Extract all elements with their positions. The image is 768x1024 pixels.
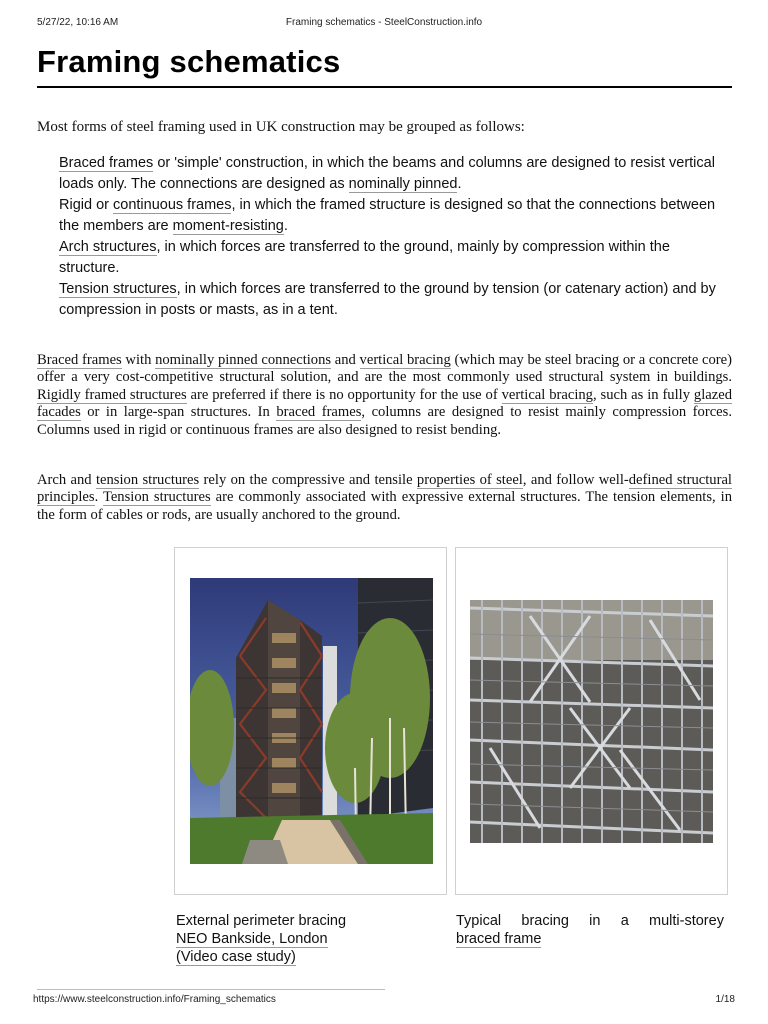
link-nominally-pinned[interactable]: nominally pinned <box>348 175 458 192</box>
list-item: Tension structures, in which forces are transferred to the ground by tension (or catenary action) and by compression in posts or masts, as in a tent. <box>59 281 716 318</box>
link-braced-frame[interactable]: braced frame <box>456 931 542 947</box>
paragraph-braced-frames: Braced frames with nominally pinned connections and vertical bracing (which may be steel bracing or a concrete core) offer a very cost-competitive structural solution, and are the most commonly used structural system in buildings. Rigidly framed structures are preferred if there is no opportunity for the use of vertical bracing, such as in fully glazed facades or in large-span structures. In braced frames, columns are designed to resist mainly compression forces. Columns used in rigid or continuous frames are also designed to resist bending. <box>37 352 732 438</box>
paragraph-arch-tension: Arch and tension structures rely on the compressive and tensile properties of steel, and follow well-defined structural principles. Tension structures are commonly associated with expressive external structures. The tension elements, in the form of cables or rods, are usually anchored to the ground. <box>37 472 732 523</box>
print-page-number: 1/18 <box>715 994 735 1005</box>
page-title: Framing schematics <box>37 44 341 79</box>
link-structural-principles[interactable]: defined structural principles <box>37 472 732 506</box>
link-tension-structures[interactable]: Tension structures <box>59 281 177 297</box>
link-moment-resisting[interactable]: moment-resisting <box>172 217 284 234</box>
link-glazed-facades[interactable]: glazed facades <box>37 386 732 421</box>
link-nominally-pinned-connections[interactable]: nominally pinned connections <box>155 352 332 368</box>
caption-braced-frame: Typical bracing in a multi-storey braced frame <box>456 913 724 947</box>
print-page-title: Framing schematics - SteelConstruction.info <box>285 17 483 28</box>
link-rigidly-framed-structures[interactable]: Rigidly framed structures <box>37 386 187 403</box>
footer-divider <box>37 989 385 990</box>
link-vertical-bracing-2[interactable]: vertical bracing <box>501 386 593 403</box>
link-continuous-frames[interactable]: continuous frames <box>113 197 232 213</box>
link-tension-structures-2[interactable]: Tension structures <box>102 489 211 506</box>
link-video-case-study[interactable]: (Video case study) <box>176 949 296 965</box>
link-braced-frames[interactable]: Braced frames <box>59 155 154 171</box>
link-braced-frames-2[interactable]: braced frames <box>276 404 362 421</box>
caption-neo-bankside: External perimeter bracing NEO Bankside, London (Video case study) <box>176 913 347 965</box>
braced-frame-photo[interactable] <box>470 600 713 843</box>
link-arch-structures[interactable]: Arch structures <box>59 239 157 255</box>
list-item: Braced frames or 'simple' construction, in which the beams and columns are designed to resist vertical loads only. The connections are designed as nominally pinned. <box>59 155 715 192</box>
link-vertical-bracing[interactable]: vertical bracing <box>359 352 451 368</box>
title-divider <box>37 86 732 88</box>
list-item: Rigid or continuous frames, in which the framed structure is designed so that the connections between the members are moment-resisting. <box>59 197 716 234</box>
figure-braced-frame <box>455 547 728 895</box>
print-url: https://www.steelconstruction.info/Framing_schematics <box>33 994 276 1005</box>
framing-types-list <box>59 153 719 321</box>
link-neo-bankside[interactable]: NEO Bankside, London <box>176 931 328 947</box>
neo-bankside-photo[interactable] <box>190 578 433 864</box>
link-properties-of-steel[interactable]: properties of steel <box>416 472 523 488</box>
link-tension-structures[interactable]: tension structures <box>95 472 200 488</box>
list-item: Arch structures, in which forces are transferred to the ground, mainly by compression within the structure. <box>59 239 670 276</box>
intro-text: Most forms of steel framing used in UK construction may be grouped as follows: <box>37 119 525 135</box>
figure-neo-bankside <box>174 547 447 895</box>
print-datetime: 5/27/22, 10:16 AM <box>37 17 119 28</box>
link-braced-frames[interactable]: Braced frames <box>37 352 122 368</box>
